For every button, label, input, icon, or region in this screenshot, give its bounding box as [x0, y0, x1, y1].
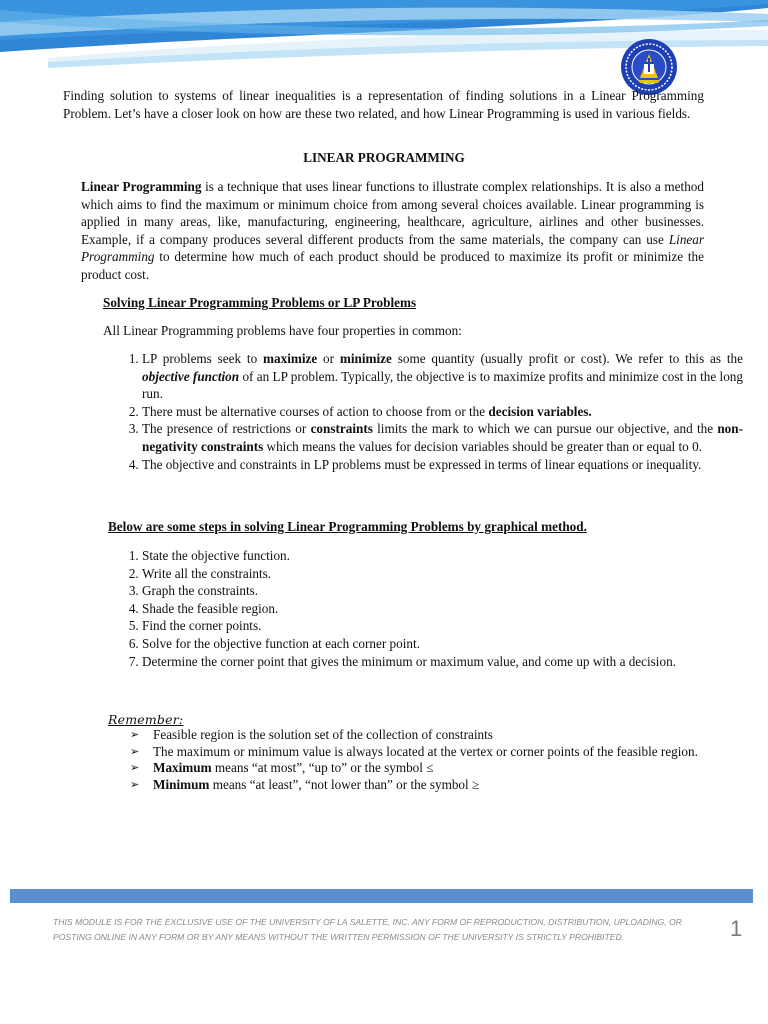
- step-item: 6. Solve for the objective function at each corner point.: [142, 635, 762, 653]
- property-item: 3. The presence of restrictions or constraints limits the mark to which we can pursue our objective, and the non-negativity constraints which means the values for decision variables should be greater than or equal to 0.: [142, 420, 743, 455]
- property-item: 4. The objective and constraints in LP problems must be expressed in terms of linear equations or inequality.: [142, 456, 743, 474]
- step-item: 1. State the objective function.: [142, 547, 762, 565]
- step-item: 5. Find the corner points.: [142, 617, 762, 635]
- properties-list: [103, 350, 743, 473]
- subheading-lp-problems: Solving Linear Programming Problems or LP Problems: [103, 295, 417, 310]
- definition-term-italic: Linear Programming: [81, 231, 704, 265]
- definition-term: Linear Programming: [81, 179, 202, 194]
- step-item: 4. Shade the feasible region.: [142, 600, 762, 618]
- intro-paragraph: Finding solution to systems of linear inequalities is a representation of finding solutions in a Linear Programming Problem. Let’s have a closer look on how are these two related, and how Linear Programming is used in various fields.: [63, 88, 704, 121]
- arrow-bullet-icon: ➢: [130, 778, 140, 791]
- steps-list: [103, 547, 762, 670]
- step-item: 2. Write all the constraints.: [142, 565, 762, 583]
- remember-list: [130, 727, 704, 793]
- definition-paragraph: [81, 178, 704, 284]
- definition-text: is a technique that uses linear functions to illustrate complex relationships. It is also a method which aims to find the maximum or minimum choice from among several choices available. Linear programming is applied in many areas, like, manufacturing, engineering, healthcare, agriculture, airlines and other businesses. Example, if a company produces several different products from the same materials, the company can use: [81, 179, 704, 247]
- remember-item: ➢ Maximum means “at most”, “up to” or the symbol ≤: [130, 760, 434, 775]
- remember-item: ➢ The maximum or minimum value is always located at the vertex or corner points of the feasible region.: [130, 743, 698, 759]
- arrow-bullet-icon: ➢: [130, 745, 140, 758]
- remember-item: ➢ Feasible region is the solution set of the collection of constraints: [130, 727, 493, 742]
- footer-notice: THIS MODULE IS FOR THE EXCLUSIVE USE OF THE UNIVERSITY OF LA SALETTE, INC. ANY FORM OF REPRODUCTION, DISTRIBUTION, UPLOADING, OR POSTING ONLINE IN ANY FORM OR BY ANY MEANS WITHOUT THE WRITTEN PERMISSION OF THE UNIVERSITY IS STRICTLY PROHIBITED.: [53, 917, 682, 942]
- definition-text-end: to determine how much of each product should be produced to maximize its profit or minimize the product cost.: [81, 249, 704, 282]
- step-item: 3. Graph the constraints.: [142, 582, 762, 600]
- page-number: 1: [730, 916, 743, 941]
- property-item: 2. There must be alternative courses of action to choose from or the decision variables.: [142, 403, 743, 421]
- step-item: 7. Determine the corner point that gives the minimum or maximum value, and come up with a decision.: [142, 653, 762, 671]
- arrow-bullet-icon: ➢: [130, 762, 140, 774]
- footer-bar: [10, 889, 753, 903]
- arrow-bullet-icon: ➢: [130, 729, 140, 741]
- properties-lead: All Linear Programming problems have four properties in common:: [103, 323, 462, 338]
- section-title: LINEAR PROGRAMMING: [303, 150, 465, 165]
- remember-label: Remember:: [108, 712, 184, 727]
- remember-item: ➢ Minimum means “at least”, “not lower than” or the symbol ≥: [130, 776, 480, 792]
- property-item: 1. LP problems seek to maximize or minimize some quantity (usually profit or cost). We refer to this as the objective function of an LP problem. Typically, the objective is to maximize profits and minimize cost in the long run.: [142, 350, 743, 403]
- subheading-graphical-steps: Below are some steps in solving Linear Programming Problems by graphical method.: [108, 519, 587, 534]
